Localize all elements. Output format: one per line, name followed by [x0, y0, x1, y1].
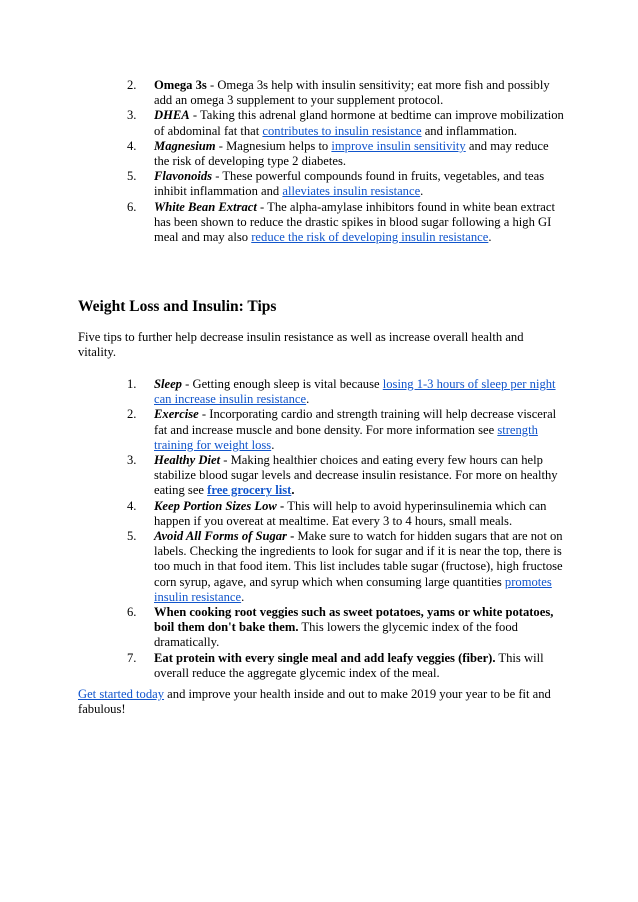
item-title: White Bean Extract: [154, 199, 257, 214]
intro-paragraph: Five tips to further help decrease insulin resistance as well as increase overall health and vitality.: [78, 330, 524, 360]
promotes-resistance-link[interactable]: promotes insulin resistance: [154, 574, 552, 604]
list-item-protein: [127, 651, 567, 681]
grocery-list-link[interactable]: free grocery list: [207, 483, 292, 498]
item-text: Getting enough sleep is vital because: [192, 377, 383, 391]
item-number: 6.: [127, 199, 137, 214]
item-number: 2.: [127, 407, 137, 422]
item-text: This will help to avoid hyperinsulinemia which can happen if you overeat at mealtime. Eat every 3 to 4 hours, small meals.: [154, 498, 547, 528]
item-title: Sleep: [154, 377, 182, 391]
item-text: This will overall reduce the aggregate glycemic index of the meal.: [154, 650, 544, 680]
get-started-link[interactable]: Get started today: [78, 687, 165, 701]
section-heading: Weight Loss and Insulin: Tips: [78, 298, 277, 315]
list-item-flavonoids: 5. Flavonoids - These powerful compounds found in fruits, vegetables, and teas inhibit inflammation and alleviates insulin resistance.: [127, 169, 545, 199]
item-text: Taking this adrenal gland hormone at bedtime can improve mobilization of abdominal fat that: [154, 108, 564, 138]
list-item-healthy-diet: 3. Healthy Diet - Making healthier choices and eating every few hours can help stabilize blood sugar levels and decrease insulin resistance. For more on healthy eating see free grocery list.: [127, 453, 558, 498]
item-text: These powerful compounds found in fruits, vegetables, and teas inhibit inflammation and: [154, 169, 545, 199]
item-number: 6.: [127, 605, 137, 620]
reduce-risk-link[interactable]: reduce the risk of developing insulin resistance: [251, 230, 489, 245]
improve-sensitivity-link[interactable]: improve insulin sensitivity: [331, 138, 466, 153]
item-number: 2.: [127, 78, 137, 92]
item-title: Avoid All Forms of Sugar: [154, 529, 287, 544]
contributes-link[interactable]: contributes to insulin resistance: [262, 123, 422, 138]
item-number: 1.: [127, 377, 137, 391]
item-title: DHEA: [154, 108, 190, 123]
item-text: Incorporating cardio and strength training will help decrease visceral fat and increase muscle and bone density. For more information see: [154, 407, 557, 437]
item-number: 5.: [127, 529, 137, 544]
item-text: Making healthier choices and eating every few hours can help stabilize blood sugar levels and decrease insulin resistance. For more on healthy eating see: [154, 453, 558, 498]
list-item-portion-sizes: 4. Keep Portion Sizes Low - This will help to avoid hyperinsulinemia which can happen if you overeat at mealtime. Eat every 3 to 4 hours, small meals.: [127, 498, 547, 528]
list-item-exercise: 2. Exercise - Incorporating cardio and strength training will help decrease visceral fat and increase muscle and bone density. For more information see strength training for weight loss.: [127, 407, 557, 452]
list-item-white-bean: 6. White Bean Extract - The alpha-amylase inhibitors found in white bean extract has been shown to reduce the drastic spikes in blood sugar following a high GI meal and may also reduce the risk of developing insulin resistance.: [127, 199, 555, 245]
item-number: 3.: [127, 108, 137, 123]
list-item-dhea: 3. DHEA - Taking this adrenal gland hormone at bedtime can improve mobilization of abdominal fat that contributes to insulin resistance and inflammation.: [127, 108, 564, 138]
item-title: Healthy Diet: [154, 453, 221, 468]
tips-list: [127, 377, 567, 681]
item-number: 5.: [127, 169, 137, 184]
item-number: 4.: [127, 138, 137, 153]
alleviates-link[interactable]: alleviates insulin resistance: [282, 184, 421, 199]
list-item-omega3: 2. Omega 3s - Omega 3s help with insulin sensitivity; eat more fish and possibly add an omega 3 supplement to your supplement protocol.: [127, 78, 550, 108]
sleep-link[interactable]: losing 1-3 hours of sleep per night can increase insulin resistance: [154, 377, 556, 407]
item-number: 7.: [127, 650, 137, 665]
item-title: Exercise: [154, 407, 199, 422]
strength-training-link[interactable]: strength training for weight loss: [154, 422, 538, 452]
item-number: 4.: [127, 498, 137, 513]
list-item-root-veggies: [127, 605, 567, 651]
item-text: Make sure to watch for hidden sugars that are not on labels. Checking the ingredients to look for sugar and if it is near the top, there is too much in that food item. This list includes table sugar (fructose), high fructose corn syrup, agave, and syrup which when consuming large quantities: [154, 529, 563, 589]
list-item-magnesium: 4. Magnesium - Magnesium helps to improve insulin sensitivity and may reduce the risk of developing type 2 diabetes.: [127, 138, 549, 169]
item-text: The alpha-amylase inhibitors found in white bean extract has been shown to reduce the drastic spikes in blood sugar following a high GI meal and may also: [154, 199, 555, 245]
item-text: Magnesium helps to: [226, 138, 332, 153]
item-title: Magnesium: [154, 138, 216, 153]
item-text: Omega 3s help with insulin sensitivity; eat more fish and possibly add an omega 3 supplement to your supplement protocol.: [154, 78, 550, 108]
item-title: Omega 3s: [154, 78, 207, 92]
item-title: Keep Portion Sizes Low: [154, 498, 277, 513]
item-title: Flavonoids: [154, 169, 213, 184]
item-text: This lowers the glycemic index of the food dramatically.: [154, 620, 518, 650]
item-bold-text: When cooking root veggies such as sweet potatoes, yams or white potatoes, boil them don't bake them.: [154, 605, 554, 635]
list-item-avoid-sugar: 5. Avoid All Forms of Sugar - Make sure to watch for hidden sugars that are not on labels. Checking the ingredients to look for sugar and if it is near the top, there is too much in that food item. This list includes table sugar (fructose), high fructose corn syrup, agave, and syrup which when consuming large quantities promotes insulin resistance.: [127, 529, 563, 604]
closing-paragraph: Get started today and improve your health inside and out to make 2019 your year to be fit and fabulous!: [78, 687, 551, 717]
list-item-sleep: 1. Sleep - Getting enough sleep is vital because losing 1-3 hours of sleep per night can increase insulin resistance.: [127, 377, 556, 407]
supplement-list: [127, 78, 567, 245]
item-bold-text: Eat protein with every single meal and add leafy veggies (fiber).: [154, 650, 496, 665]
item-number: 3.: [127, 453, 137, 468]
